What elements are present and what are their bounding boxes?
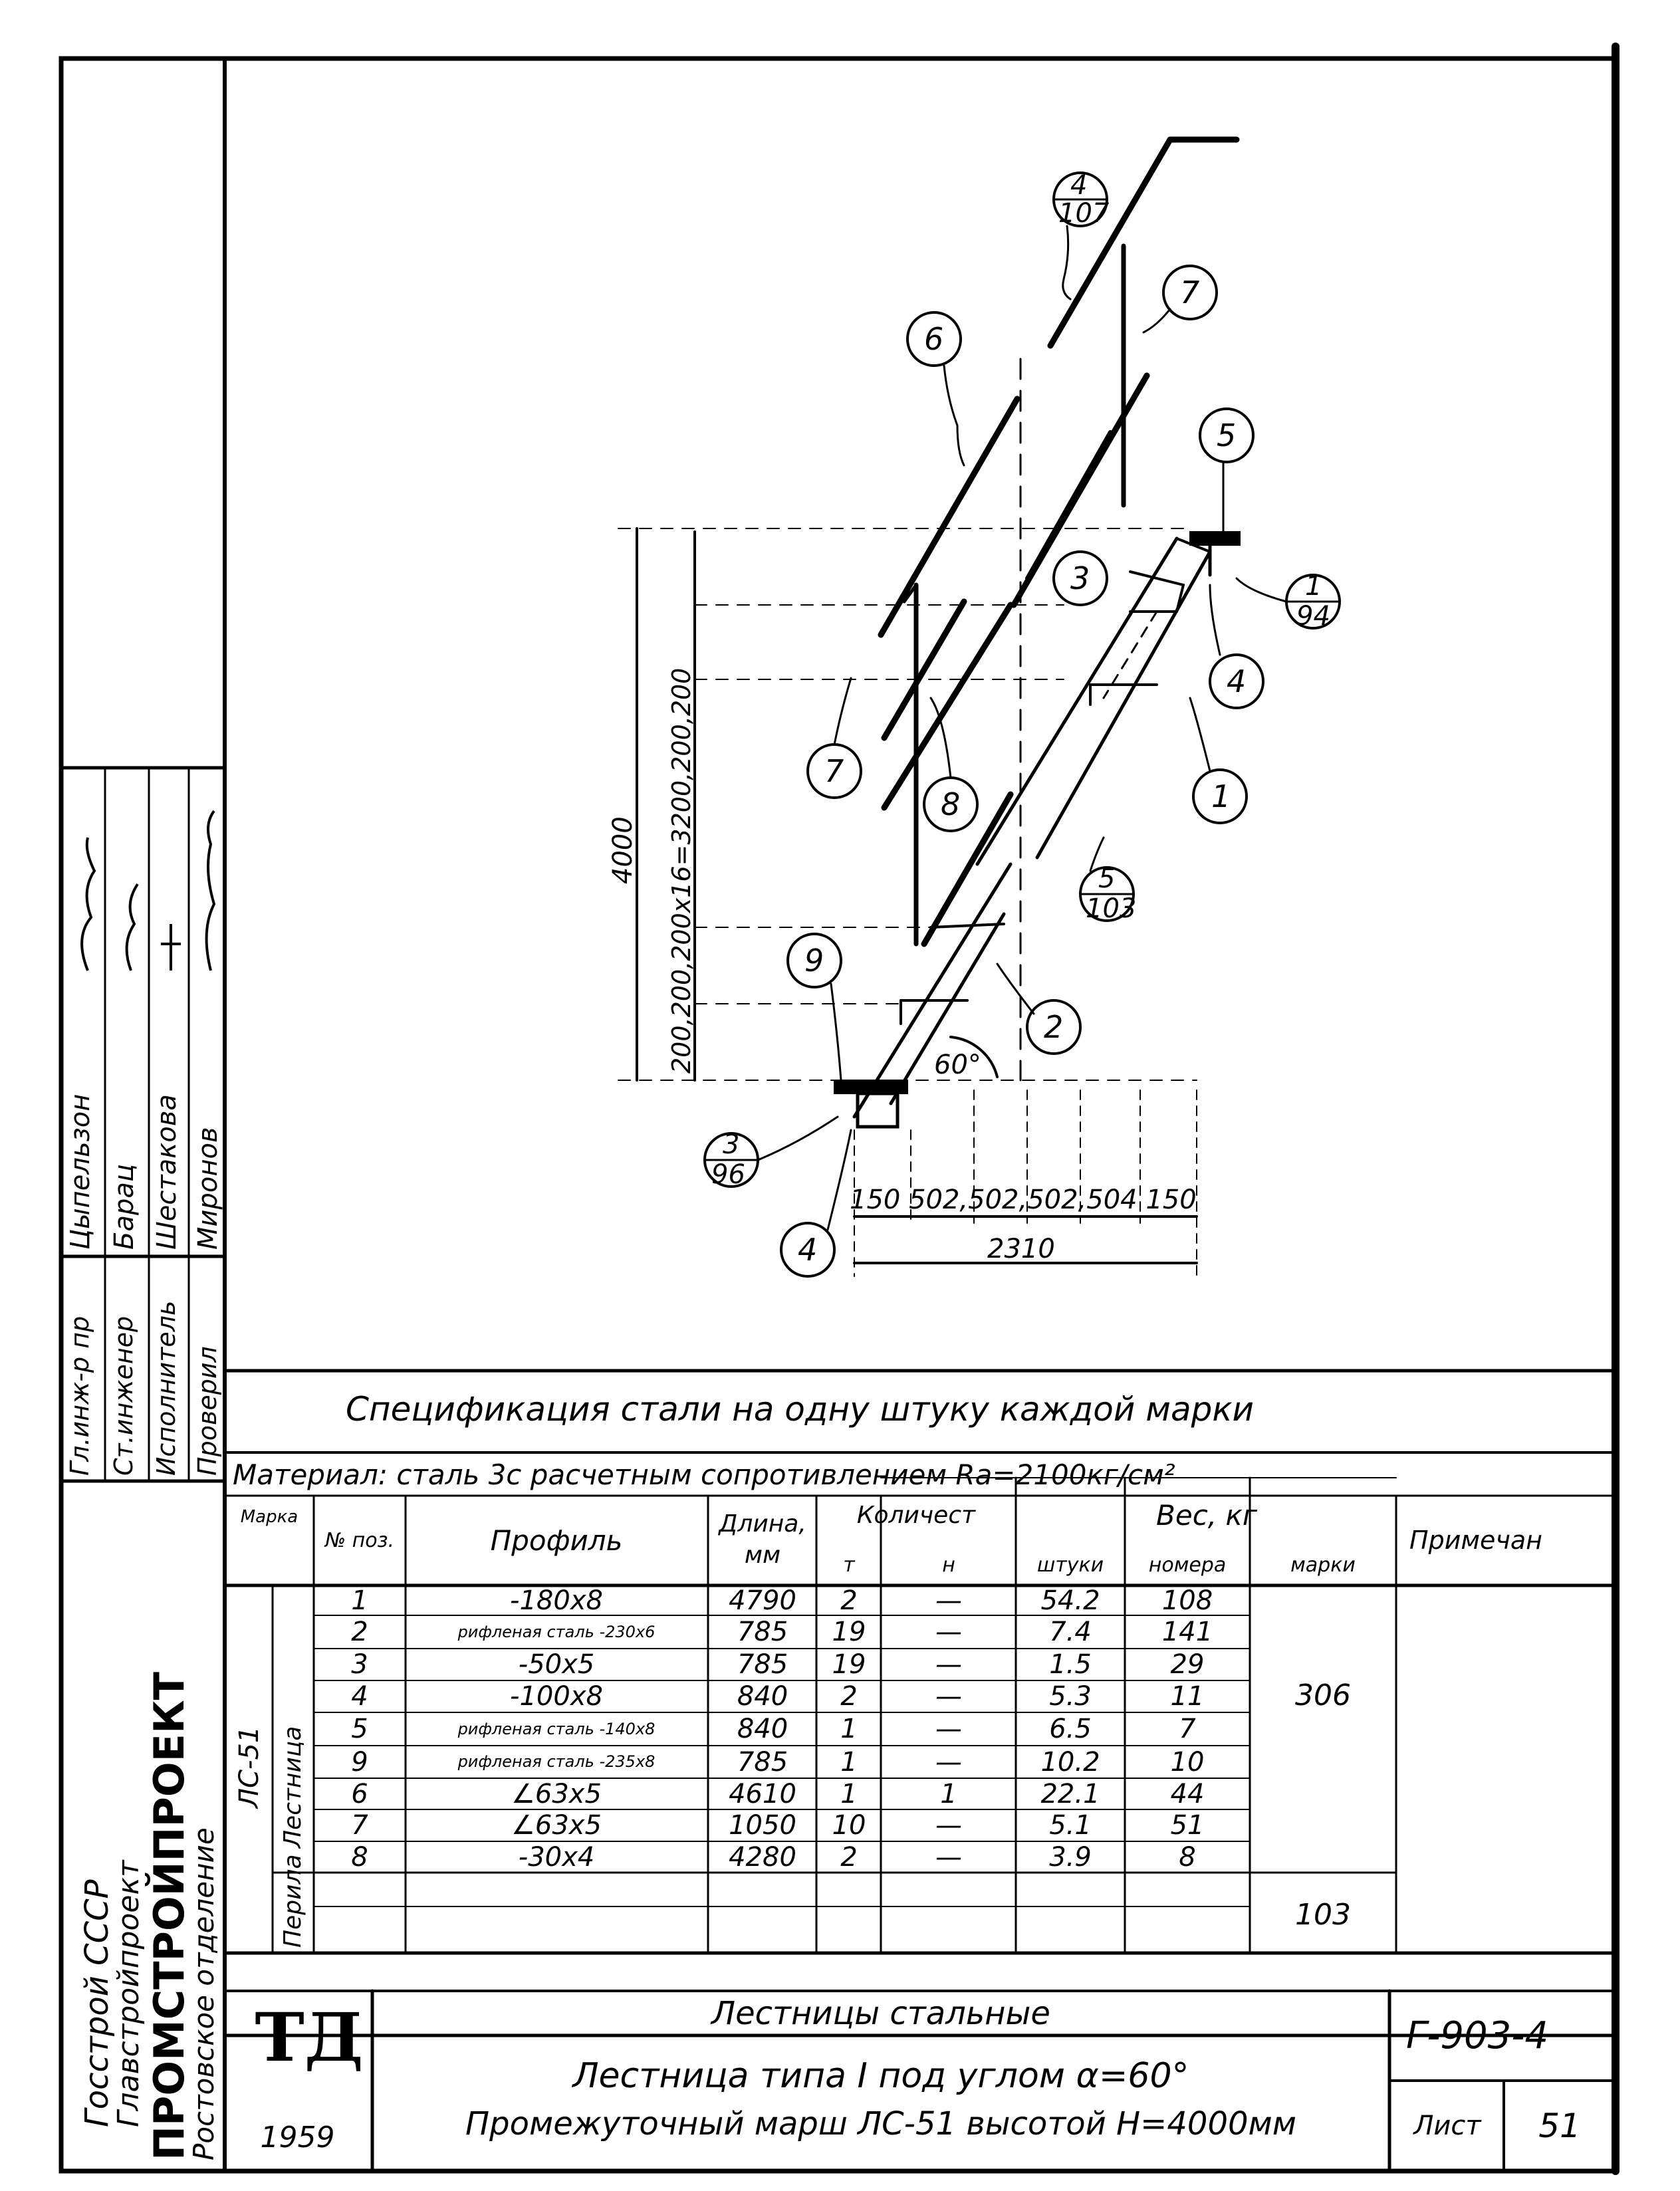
table-cell-profile: рифленая сталь -230x6 <box>457 1622 656 1641</box>
table-cell-t: 19 <box>832 1617 866 1647</box>
header-note: Примечан <box>1409 1526 1543 1555</box>
header-weight: Вес, кг <box>1156 1498 1257 1532</box>
table-cell-n: — <box>935 1841 962 1873</box>
table-cell-length: 4790 <box>729 1585 796 1615</box>
table-cell-t: 2 <box>840 1585 858 1615</box>
sidebar-name-1: Цыпельзон <box>65 1094 96 1250</box>
table-cell-pos: 4 <box>351 1681 368 1712</box>
table-cell-profile: рифленая сталь -140x8 <box>457 1719 656 1738</box>
table-cell-number: 8 <box>1179 1841 1196 1873</box>
table-cell-length: 4280 <box>729 1841 796 1873</box>
table-cell-number: 51 <box>1170 1810 1205 1841</box>
table-cell-piece: 1.5 <box>1049 1649 1092 1680</box>
table-cell-n: — <box>935 1714 962 1744</box>
org-glavstroiproekt: Главстройпроект <box>112 1860 146 2127</box>
header-qty: Количест <box>856 1501 976 1529</box>
table-cell-length: 785 <box>737 1617 788 1647</box>
table-cell-length: 840 <box>737 1714 788 1744</box>
callout-ref-4-107-bottom: 107 <box>1058 198 1110 229</box>
table-cell-number: 108 <box>1161 1585 1213 1615</box>
callout-6: 6 <box>924 321 944 357</box>
table-cell-pos: 7 <box>351 1810 368 1841</box>
callout-ref-5-103-top: 5 <box>1098 864 1116 894</box>
table-cell-piece: 5.3 <box>1049 1681 1092 1712</box>
header-profile: Профиль <box>490 1524 623 1557</box>
sidebar-role-4: Проверил <box>193 1346 222 1476</box>
table-cell-pos: 8 <box>351 1841 368 1873</box>
header-qty-t: т <box>843 1553 855 1577</box>
dim-total-height: 4000 <box>608 816 638 884</box>
table-cell-t: 1 <box>840 1746 858 1778</box>
callout-9: 9 <box>804 943 824 979</box>
sidebar-name-2: Барац <box>109 1163 140 1250</box>
table-cell-t: 1 <box>840 1714 858 1744</box>
callout-ref-5-103-bottom: 103 <box>1086 893 1137 924</box>
table-cell-n: — <box>935 1810 962 1841</box>
drawing-code: Г-903-4 <box>1406 2014 1549 2057</box>
angle-label: 60° <box>934 1050 981 1080</box>
table-cell-piece: 54.2 <box>1040 1585 1100 1615</box>
header-pos: № поз. <box>324 1528 395 1552</box>
table-cell-number: 29 <box>1170 1649 1205 1680</box>
stair-drawing <box>618 140 1340 1276</box>
spec-material: Материал: сталь 3с расчетным сопротивлением Ra=2100кг/см² <box>233 1458 1175 1491</box>
dim-horizontal-chain: 150 502,502,502,504 150 <box>850 1185 1197 1215</box>
table-cell-profile: -100x8 <box>510 1681 603 1712</box>
org-promstroiproekt: ПРОМСТРОЙПРОЕКТ <box>145 1672 193 2160</box>
table-cell-length: 785 <box>737 1649 788 1680</box>
org-gosstroy: Госстрой СССР <box>78 1879 116 2127</box>
table-cell-pos: 3 <box>351 1649 368 1680</box>
spec-title: Спецификация стали на одну штуку каждой марки <box>346 1390 1255 1429</box>
table-cell-n: — <box>935 1681 962 1712</box>
callout-ref-4-107-top: 4 <box>1070 170 1088 201</box>
table-cell-piece: 6.5 <box>1049 1714 1092 1744</box>
table-cell-piece: 3.9 <box>1049 1841 1092 1873</box>
mark-weight-rail: 103 <box>1295 1897 1351 1932</box>
callout-4-bottom: 4 <box>798 1232 818 1268</box>
table-cell-length: 785 <box>737 1746 788 1778</box>
table-cell-number: 11 <box>1170 1681 1205 1712</box>
year: 1959 <box>260 2120 335 2154</box>
mark-code: ЛС-51 <box>234 1726 265 1808</box>
callout-7-top: 7 <box>1180 275 1200 310</box>
table-cell-profile: -50x5 <box>518 1649 595 1680</box>
title-line3: Промежуточный марш ЛС-51 высотой H=4000мм <box>465 2105 1296 2142</box>
sidebar-name-3: Шестакова <box>152 1094 182 1250</box>
table-cell-pos: 6 <box>351 1778 368 1809</box>
table-cell-t: 2 <box>840 1681 858 1712</box>
org-rostov-branch: Ростовское отделение <box>187 1827 220 2160</box>
callout-ref-1-94-top: 1 <box>1305 571 1322 602</box>
table-cell-n: — <box>935 1585 962 1615</box>
callout-8: 8 <box>941 786 961 822</box>
callout-ref-3-96-bottom: 96 <box>711 1159 745 1190</box>
table-cell-length: 840 <box>737 1681 788 1712</box>
sidebar-name-4: Миронов <box>193 1127 223 1250</box>
callout-2: 2 <box>1044 1009 1064 1045</box>
callout-4-top: 4 <box>1227 663 1247 699</box>
table-cell-t: 19 <box>832 1649 866 1680</box>
header-length: Длина, мм <box>719 1510 806 1569</box>
table-cell-pos: 2 <box>351 1617 368 1647</box>
group-stair-label: Лестница <box>279 1726 306 1848</box>
callout-7-bottom: 7 <box>824 753 844 789</box>
dim-total-length: 2310 <box>987 1234 1055 1264</box>
table-cell-profile: рифленая сталь -235x8 <box>457 1752 656 1772</box>
callout-ref-3-96-top: 3 <box>723 1129 740 1160</box>
header-qty-n: н <box>942 1553 955 1577</box>
sheet-label: Лист <box>1413 2111 1481 2141</box>
table-cell-n: — <box>935 1746 962 1778</box>
title-main: Лестницы стальные <box>711 1995 1050 2032</box>
table-cell-pos: 9 <box>351 1746 368 1778</box>
table-cell-number: 10 <box>1170 1746 1205 1778</box>
title-line2: Лестница типа I под углом α=60° <box>572 2056 1189 2096</box>
sidebar-role-1: Гл.инж-р пр <box>65 1316 94 1476</box>
callout-ref-1-94-bottom: 94 <box>1296 601 1330 632</box>
logo: ТД <box>255 1998 364 2077</box>
table-cell-pos: 5 <box>351 1714 368 1744</box>
sidebar-role-3: Исполнитель <box>152 1300 181 1476</box>
table-cell-number: 141 <box>1161 1617 1213 1647</box>
table-cell-length: 4610 <box>729 1778 796 1809</box>
table-cell-profile: -180x8 <box>510 1585 603 1615</box>
table-cell-piece: 5.1 <box>1049 1810 1092 1841</box>
header-weight-mark: марки <box>1290 1553 1356 1577</box>
callout-3: 3 <box>1070 560 1090 596</box>
table-cell-n: — <box>935 1617 962 1647</box>
table-cell-profile: ∠63x5 <box>511 1810 602 1841</box>
sidebar-role-2: Ст.инженер <box>109 1316 138 1476</box>
callout-1: 1 <box>1211 778 1231 814</box>
callout-5-top: 5 <box>1217 417 1237 453</box>
table-cell-t: 10 <box>832 1810 866 1841</box>
table-cell-piece: 7.4 <box>1049 1617 1092 1647</box>
header-weight-number: номера <box>1148 1553 1227 1577</box>
table-cell-number: 44 <box>1170 1778 1205 1809</box>
table-cell-profile: ∠63x5 <box>511 1778 602 1809</box>
sheet-number: 51 <box>1538 2107 1581 2145</box>
group-rail-label: Перила <box>279 1854 306 1948</box>
table-cell-piece: 10.2 <box>1040 1746 1100 1778</box>
table-cell-n: — <box>935 1649 962 1680</box>
mark-weight-stair: 306 <box>1295 1678 1351 1712</box>
dim-vertical-chain: 200,200,200x16=3200,200,200 <box>667 667 696 1074</box>
table-cell-piece: 22.1 <box>1040 1778 1100 1809</box>
signatures <box>61 771 225 984</box>
table-cell-profile: -30x4 <box>518 1841 595 1873</box>
table-cell-number: 7 <box>1179 1714 1196 1744</box>
table-cell-n: 1 <box>940 1778 957 1809</box>
header-weight-piece: штуки <box>1036 1553 1104 1577</box>
header-mark: Марка <box>240 1507 299 1527</box>
table-cell-pos: 1 <box>351 1585 368 1615</box>
table-cell-length: 1050 <box>729 1810 796 1841</box>
table-cell-t: 1 <box>840 1778 858 1809</box>
table-cell-t: 2 <box>840 1841 858 1873</box>
